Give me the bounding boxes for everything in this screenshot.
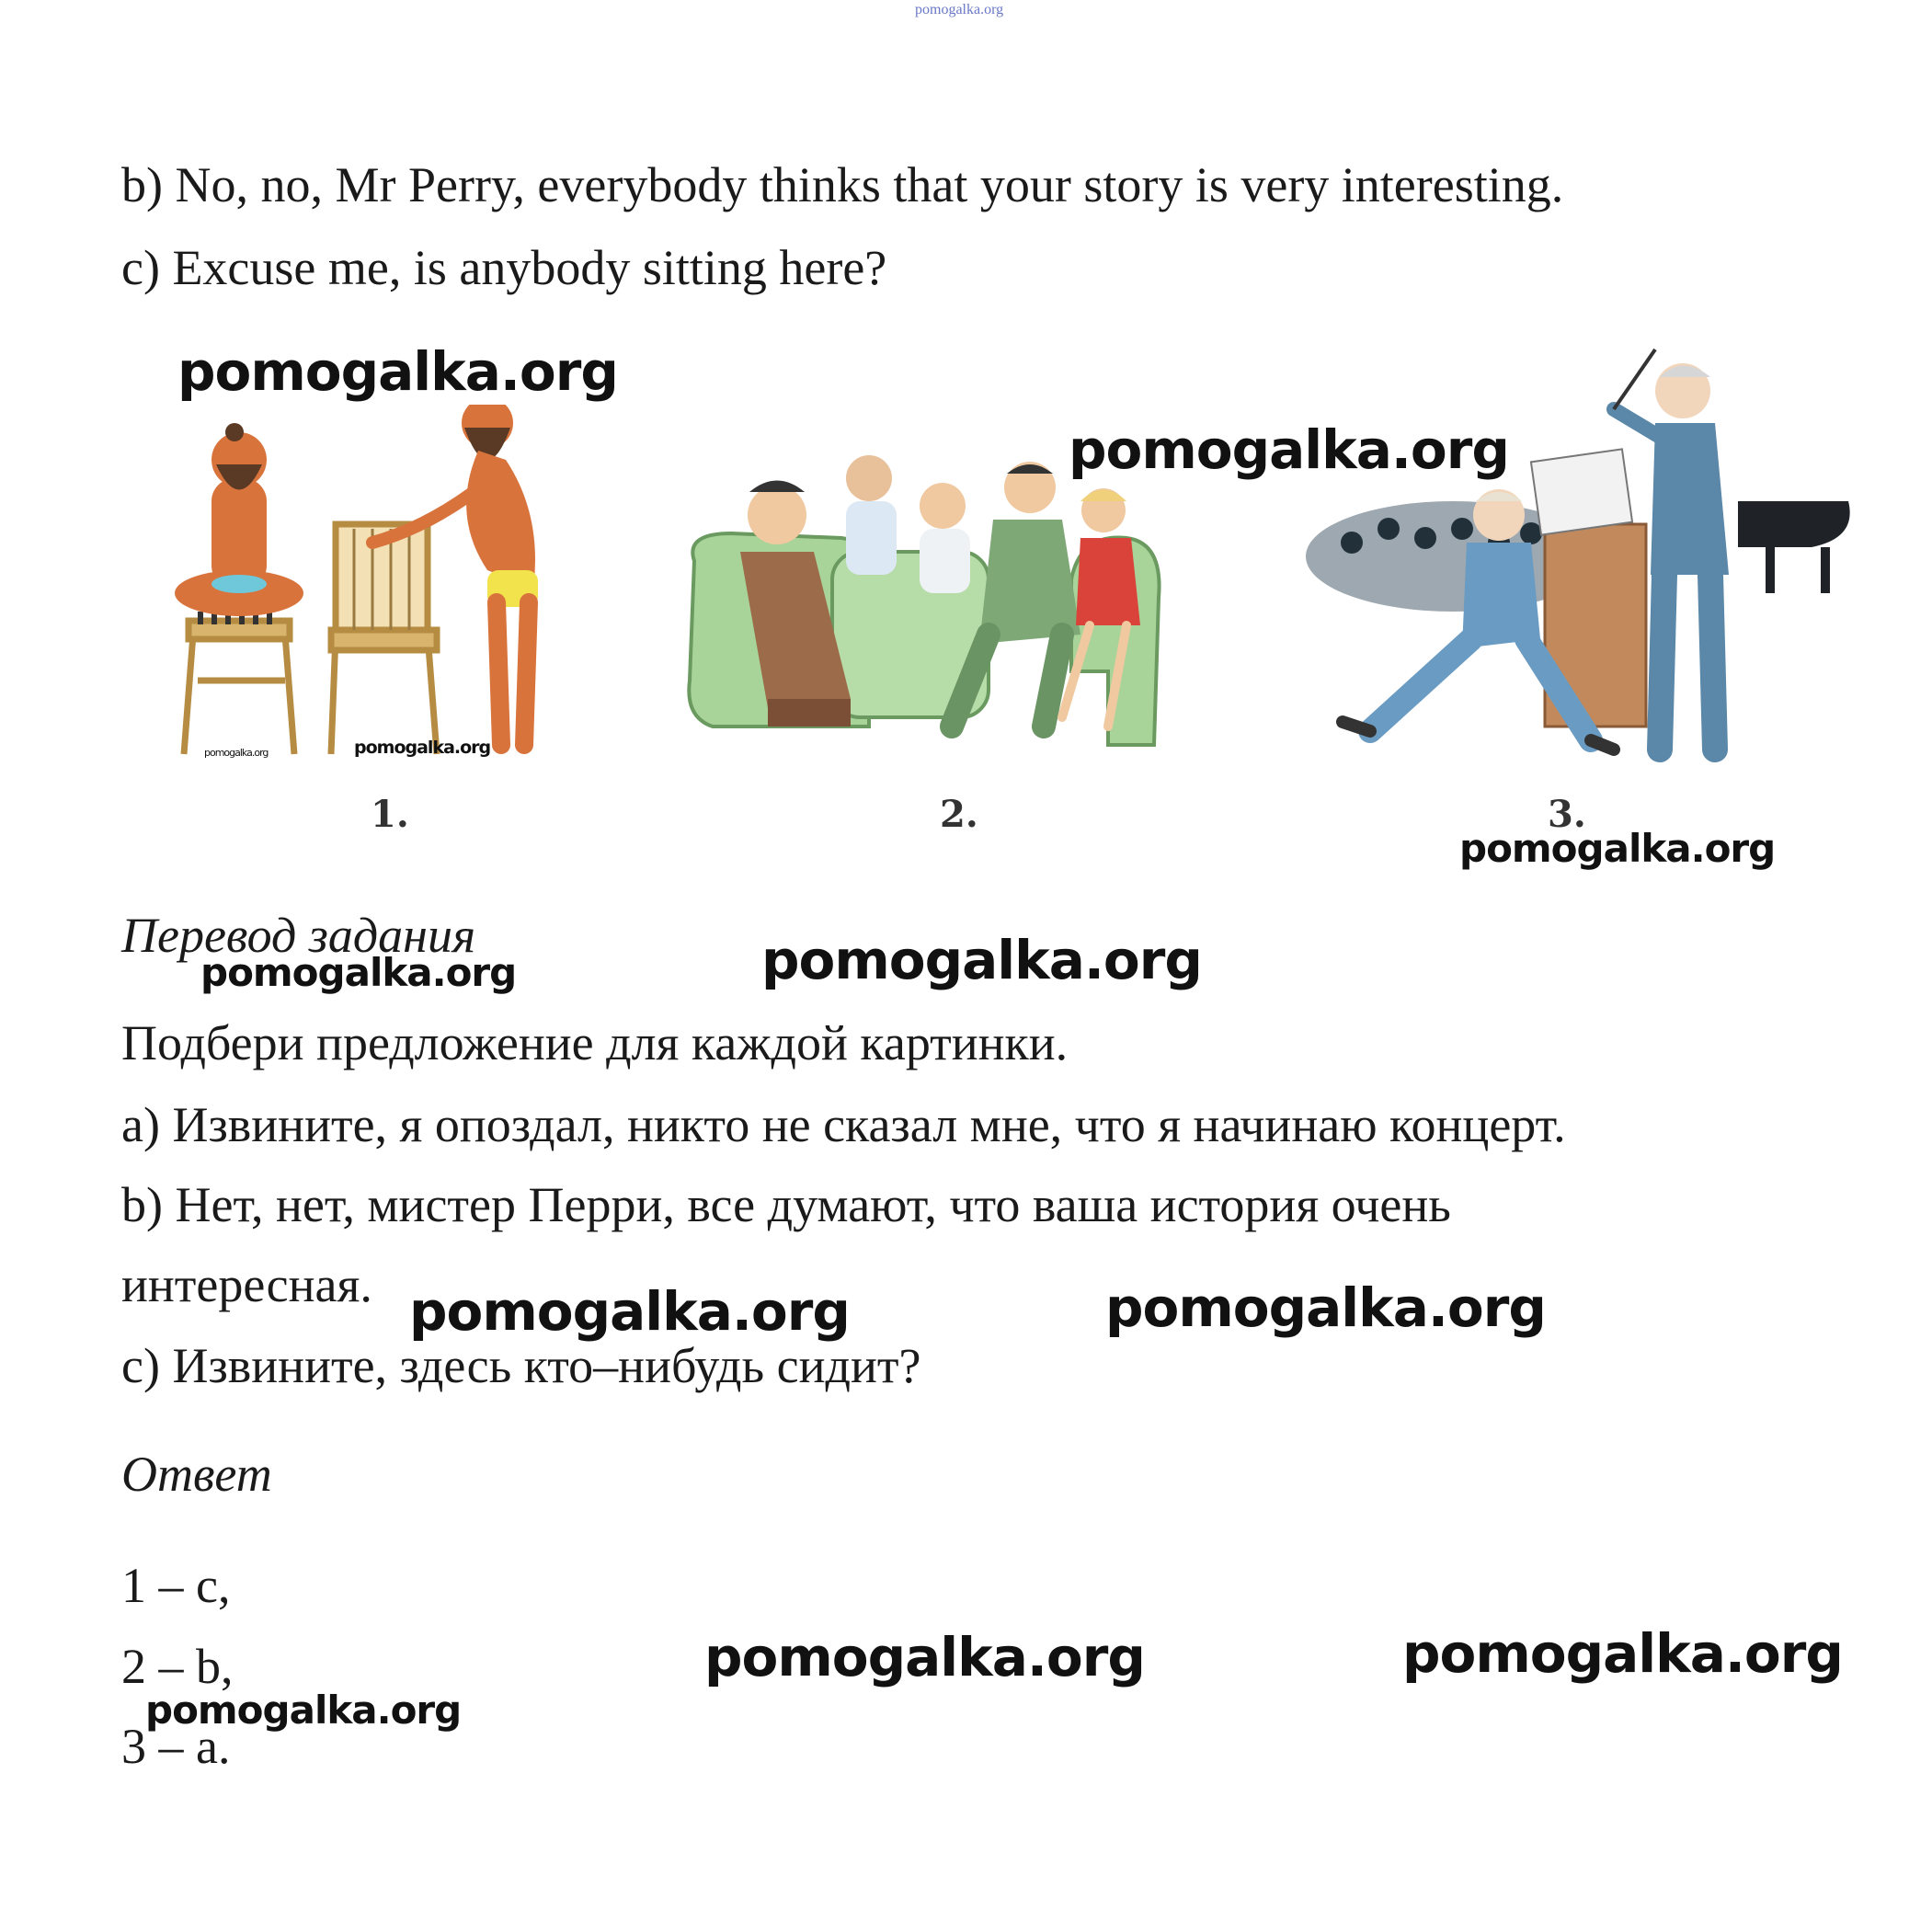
watermark: pomogalka.org [204,747,269,759]
translation-line-b: b) Нет, нет, мистер Перри, все думают, что ваша история очень [121,1177,1451,1232]
watermark: pomogalka.org [145,1688,462,1733]
watermark: pomogalka.org [704,1626,1145,1688]
watermark: pomogalka.org [200,950,517,995]
translation-line-a: a) Извините, я опоздал, никто не сказал мне, что я начинаю концерт. [121,1097,1566,1152]
figure-1-illustration [147,405,607,763]
answer-item-3: 3 – a. [121,1719,231,1774]
watermark: pomogalka.org [409,1280,850,1343]
figure-label-3: 3. [1548,793,1586,836]
figure-2-illustration [676,451,1228,763]
translation-line-c: c) Извините, здесь кто–нибудь сидит? [121,1338,921,1393]
figure-label-2: 2. [940,793,978,836]
answer-item-1: 1 – c, [121,1558,231,1613]
watermark: pomogalka.org [1402,1622,1843,1685]
watermark: pomogalka.org [1069,418,1509,481]
translation-instruction: Подбери предложение для каждой картинки. [121,1015,1069,1070]
answer-heading: Ответ [121,1447,272,1502]
english-line-c: c) Excuse me, is anybody sitting here? [121,240,887,295]
watermark: pomogalka.org [761,929,1202,991]
watermark: pomogalka.org [177,340,618,403]
watermark-top: pomogalka.org [915,2,1004,17]
translation-heading: Перевод задания [121,908,476,963]
figure-label-1: 1. [371,793,409,836]
watermark: pomogalka.org [1105,1276,1546,1339]
figure-3-illustration [1297,345,1867,768]
english-line-b: b) No, no, Mr Perry, everybody thinks that your story is very interesting. [121,157,1564,212]
watermark: pomogalka.org [354,738,491,758]
translation-line-b-continued: интересная. [121,1257,372,1312]
answer-item-2: 2 – b, [121,1639,234,1694]
watermark: pomogalka.org [1459,826,1776,871]
